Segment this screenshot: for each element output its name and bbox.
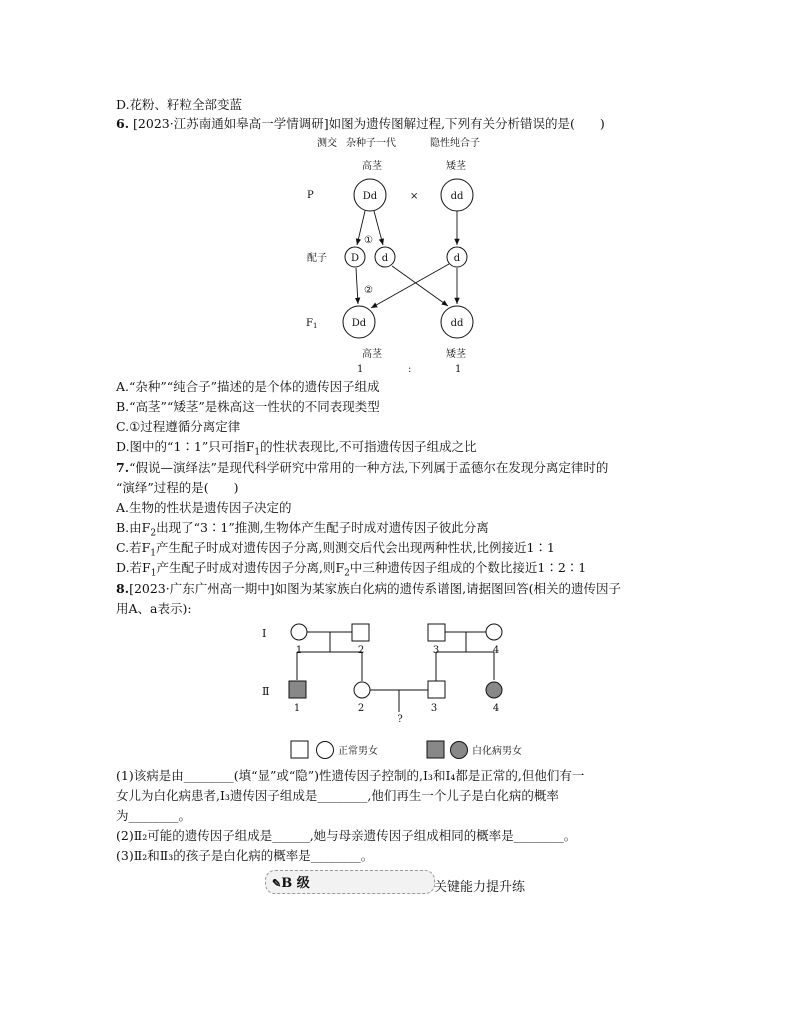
- arrow-p-to-d1: [374, 211, 383, 245]
- legend-male-normal: [291, 741, 308, 758]
- i1-female-normal: [291, 624, 307, 640]
- cross-symbol: ×: [410, 191, 419, 202]
- header-recessive: 隐性纯合子: [430, 138, 480, 149]
- arrow-d1-to-f1-right: [392, 266, 448, 306]
- section-tag: ✎B 级: [272, 876, 310, 891]
- legend-female-normal: [317, 742, 334, 759]
- pencil-icon: ✎: [272, 877, 282, 890]
- row-label-f1: $F_1$: [306, 318, 318, 330]
- p-right-trait: 矮茎: [446, 161, 466, 172]
- q7-stem-line2: “演绎”过程的是( ): [116, 480, 239, 495]
- row-label-p: P: [307, 190, 314, 201]
- q6-genetic-diagram: [300, 133, 500, 378]
- gen-label-ii: Ⅱ: [262, 685, 270, 698]
- gamete-d1: d: [381, 253, 389, 264]
- header-hybrid: 杂种子一代: [346, 138, 396, 149]
- gamete-d2: d: [453, 253, 461, 264]
- ratio-right: 1: [455, 364, 462, 375]
- ratio-left: 1: [357, 364, 364, 375]
- q7-stem: 7.“假说—演绎法”是现代科学研究中常用的一种方法,下列属于孟德尔在发现分离定律时的: [116, 460, 609, 475]
- q7-option-a: A.生物的性状是遗传因子决定的: [116, 500, 292, 515]
- q6-option-c: C.①过程遵循分离定律: [116, 419, 241, 434]
- legend-female-albino: [451, 742, 468, 759]
- q7-option-d: D.若$F_1$产生配子时成对遗传因子分离,则$F_2$中三种遗传因子组成的个数比接近1∶2∶1: [116, 560, 587, 579]
- arrow-D-to-f1-left: [356, 268, 358, 304]
- legend-albino-label: 白化病男女: [472, 746, 522, 757]
- arrow-d2-to-f1-left: [371, 264, 449, 308]
- q8-part1-line2: 女儿为白化病患者,Ⅰ₃遗传因子组成是________,他们再生一个儿子是白化病的概率: [116, 788, 559, 803]
- i2-male-normal: [352, 624, 369, 641]
- ii4-number: 4: [492, 703, 500, 714]
- ii2-female-normal: [354, 682, 370, 698]
- step-1-label: ①: [364, 235, 373, 246]
- i4-female-normal: [486, 624, 502, 640]
- i1-number: 1: [295, 645, 303, 656]
- ii2-number: 2: [357, 703, 365, 714]
- ii4-female-albino: [486, 682, 502, 698]
- q8-part3: (3)Ⅱ₂和Ⅱ₃的孩子是白化病的概率是________。: [116, 848, 374, 863]
- legend-male-albino: [427, 741, 444, 758]
- ii1-number: 1: [293, 703, 301, 714]
- q6-option-b: B.“高茎”“矮茎”是株高这一性状的不同表现类型: [116, 399, 380, 414]
- section-title: 关键能力提升练: [434, 880, 526, 895]
- q8-number: 8.: [116, 581, 130, 596]
- p-left-trait: 高茎: [362, 161, 382, 172]
- header-test: 测交: [317, 138, 337, 149]
- step-2-label: ②: [364, 285, 373, 296]
- f1-left-genotype: Dd: [351, 318, 367, 329]
- legend-normal-label: 正常男女: [338, 746, 378, 757]
- q6-stem: [116, 115, 605, 133]
- ii1-male-albino: [289, 681, 306, 698]
- q6-option-d: D.图中的“1∶1”只可指$F_1$的性状表现比,不可指遗传因子组成之比: [116, 439, 477, 458]
- ii3-number: 3: [430, 703, 438, 714]
- ratio-colon: :: [408, 364, 412, 375]
- q7-option-b: B.由$F_2$出现了“3∶1”推测,生物体产生配子时成对遗传因子彼此分离: [116, 520, 489, 539]
- i4-number: 4: [492, 645, 500, 656]
- p-right-genotype: dd: [450, 191, 464, 202]
- i3-male-normal: [428, 624, 445, 641]
- gen-label-i: Ⅰ: [262, 627, 267, 640]
- offspring-question-mark: ?: [397, 714, 403, 725]
- q5-option-d: D.花粉、籽粒全部变蓝: [116, 97, 243, 112]
- q8-pedigree-chart: [255, 618, 565, 765]
- q7-option-c: C.若$F_1$产生配子时成对遗传因子分离,则测交后代会出现两种性状,比例接近1∶1: [116, 540, 555, 559]
- q8-stem: 8.[2023·广东广州高一期中]如图为某家族白化病的遗传系谱图,请据图回答(相关的遗传因子: [116, 581, 621, 596]
- ii3-male-normal: [428, 681, 445, 698]
- i3-number: 3: [432, 645, 440, 656]
- p-left-genotype: Dd: [362, 191, 378, 202]
- f1-right-trait: 矮茎: [446, 349, 466, 360]
- f1-left-trait: 高茎: [362, 349, 382, 360]
- q7-number: 7.: [116, 460, 130, 475]
- q8-part1-line3: 为________。: [116, 808, 192, 823]
- q8-stem-line2: 用A、a表示):: [116, 601, 192, 616]
- q8-part1-line1: (1)该病是由________(填“显”或“隐”)性遗传因子控制的,Ⅰ₃和Ⅰ₄都是正常的,但他们有一: [116, 768, 585, 783]
- gamete-D: D: [350, 253, 360, 264]
- row-label-gamete: 配子: [307, 253, 327, 264]
- q8-part2: (2)Ⅱ₂可能的遗传因子组成是______,她与母亲遗传因子组成相同的概率是________。: [116, 828, 577, 843]
- i2-number: 2: [357, 645, 365, 656]
- f1-right-genotype: dd: [450, 318, 464, 329]
- q6-stem-text: [2023·江苏南通如皋高一学情调研]如图为遗传图解过程,下列有关分析错误的是( ): [133, 116, 605, 131]
- q6-number: 6.: [116, 116, 130, 131]
- q6-option-a: A.“杂种”“纯合子”描述的是个体的遗传因子组成: [116, 379, 380, 394]
